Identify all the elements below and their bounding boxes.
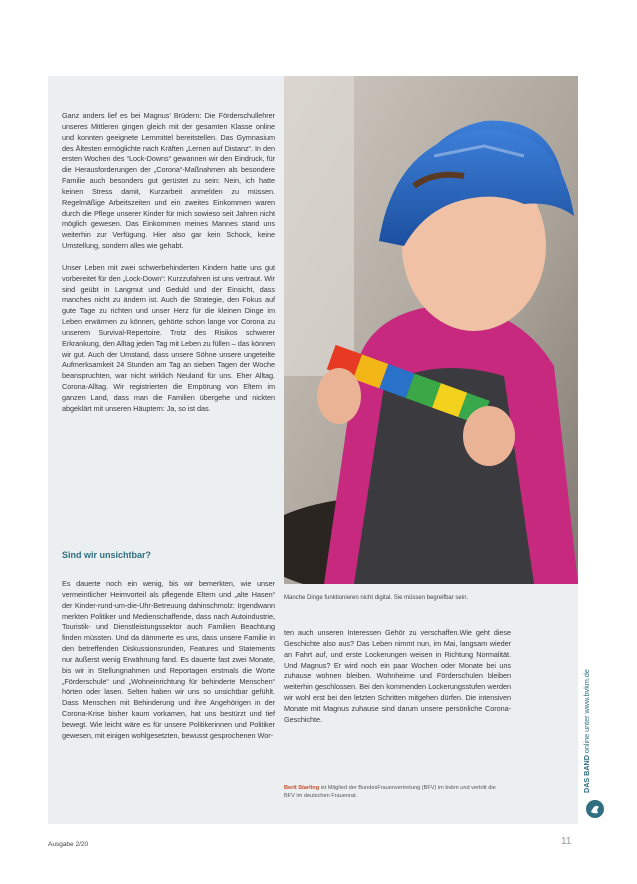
author-note — [284, 784, 499, 800]
issue-label: Ausgabe 2/20 — [48, 841, 89, 848]
left-column-bottom — [62, 579, 275, 742]
paragraph-3: Es dauerte noch ein wenig, bis wir bemerkten, wie unser vermeintlicher Heimvorteil als pflegende Eltern und „alte Hasen“ der Kinder-rund-um-die-Uhr-Betreuung dahinschmolz: Irgendwann merkten Politiker und Medienschaffende, dass nach Autoindustrie, Touristik- und Dienstleistungssektor auch Familien Beachtung finden müssten. Und da dämmerte es uns, dass unsere Familie in den betreffenden Diskussionsrunden, Features und Statements nur äußerst wenig Erwähnung fand. Es dauerte fast zwei Monate, bis wir in Stellungnahmen und Reportagen erstmals die Worte „Förderschule“ und „Wohneinrichtung für behinderte Menschen“ hörten oder lasen. Selten haben wir uns so unsichtbar gefühlt. Dass Menschen mit Behinderung und ihre Angehörigen in der Corona-Krise bisher kaum vorkamen, hat uns bestürzt und tief bewegt. Wie leicht wäre es für unsere Politikerinnen und Politiker gewesen, mit einigen wohlgesetzten, bewusst gesprochenen Wor- — [62, 579, 275, 740]
right-column — [284, 628, 511, 726]
left-column-top — [62, 111, 275, 415]
bvkm-logo-icon — [586, 800, 604, 818]
page-number: 11 — [561, 836, 572, 847]
photo-caption: Manche Dinge funktionieren nicht digital. Sie müssen begreifbar sein. — [284, 595, 469, 601]
paragraph-4: ten auch unseren Interessen Gehör zu verschaffen.Wie geht diese Geschichte also aus? Das Leben nimmt nun, im Mai, langsam wieder an Fahrt auf, und erste Lockerungen weisen in Richtung Normalität. Und Magnus? Er wird noch ein paar Wochen oder Monate bei uns zuhause wohnen bleiben. Wohnheime und Förderschulen bleiben weiterhin geschlossen. Bei den kommenden Lockerungsstufen werden wir wohl erst bei den letzten Schritten mitgehen dürfen. Die intensiven Monate mit Magnus zuhause sind darum unsere persönliche Corona-Geschichte. — [284, 628, 511, 724]
paragraph-1: Ganz anders lief es bei Magnus’ Brüdern: Die Förderschullehrer unseres Mittleren gingen gleich mit der gesamten Klasse online und konnten geeignete Lernmittel bereitstellen. Das Gymnasium des Ältesten ermöglichte nach Kräften „Lernen auf Distanz“. In den ersten Wochen des “Lock-Downs“ gewannen wir den Eindruck, für die Herausforderungen der „Corona“-Maßnahmen als besondere Familie auch besonders gut gerüstet zu sein: Nein, ich hatte keinen Stress damit, Kurzarbeit anmelden zu müssen. Regelmäßige Arbeitszeiten und ein zweites Einkommen waren durch die Pflege unserer Kinder für mich sowieso seit Jahren nicht möglich gewesen. Das Einkommen meines Mannes stand uns weiterhin zur Verfügung. Hier also gar kein Schock, keine Umstellung, sondern alles wie gehabt. — [62, 111, 275, 251]
section-heading: Sind wir unsichtbar? — [62, 550, 152, 560]
author-bio: ist Mitglied der BundesFrauenvertretung (BFV) im bvkm und vertritt die BFV im deutschen Frauenrat. — [284, 785, 496, 799]
brand-name: DAS BAND — [582, 755, 591, 793]
vertical-website-note — [582, 643, 591, 793]
author-name: Berit Starling — [284, 785, 320, 791]
article-photo — [284, 76, 578, 584]
paragraph-2: Unser Leben mit zwei schwerbehinderten Kindern hatte uns gut vorbereitet für den „Lock-Down“: Kurzzufahren ist uns vertraut. Wir sind geübt in Langmut und Geduld und der Einsicht, dass manches nicht zu ändern ist. Auch die Strategie, den Fokus auf gute Tage zu richten und unser Herz für die kleinen Dinge im Leben erwärmen zu können, gehörte schon lange vor Corona zu unserem Survival-Repertoire. Trotz des Risikos schwerer Erkrankung, den Alltag jeden Tag mit Leben zu füllen – das können wir gut. Auch der Umstand, dass unsere Söhne unsere ungeteilte Aufmerksamkeit 24 Stunden am Tag an sieben Tagen der Woche beanspruchten, war nicht wirklich Neuland für uns. Eher Alltag. Corona-Alltag. Wir registrierten die Empörung von Eltern im ganzen Land, dass man die Familien übergehe und nickten abgeklärt mit unseren Häuptern: Ja, so ist das. — [62, 262, 275, 413]
boy-with-helmet-and-blocks-image — [284, 76, 578, 584]
website-text: online unter www.bvkm.de — [582, 669, 591, 756]
